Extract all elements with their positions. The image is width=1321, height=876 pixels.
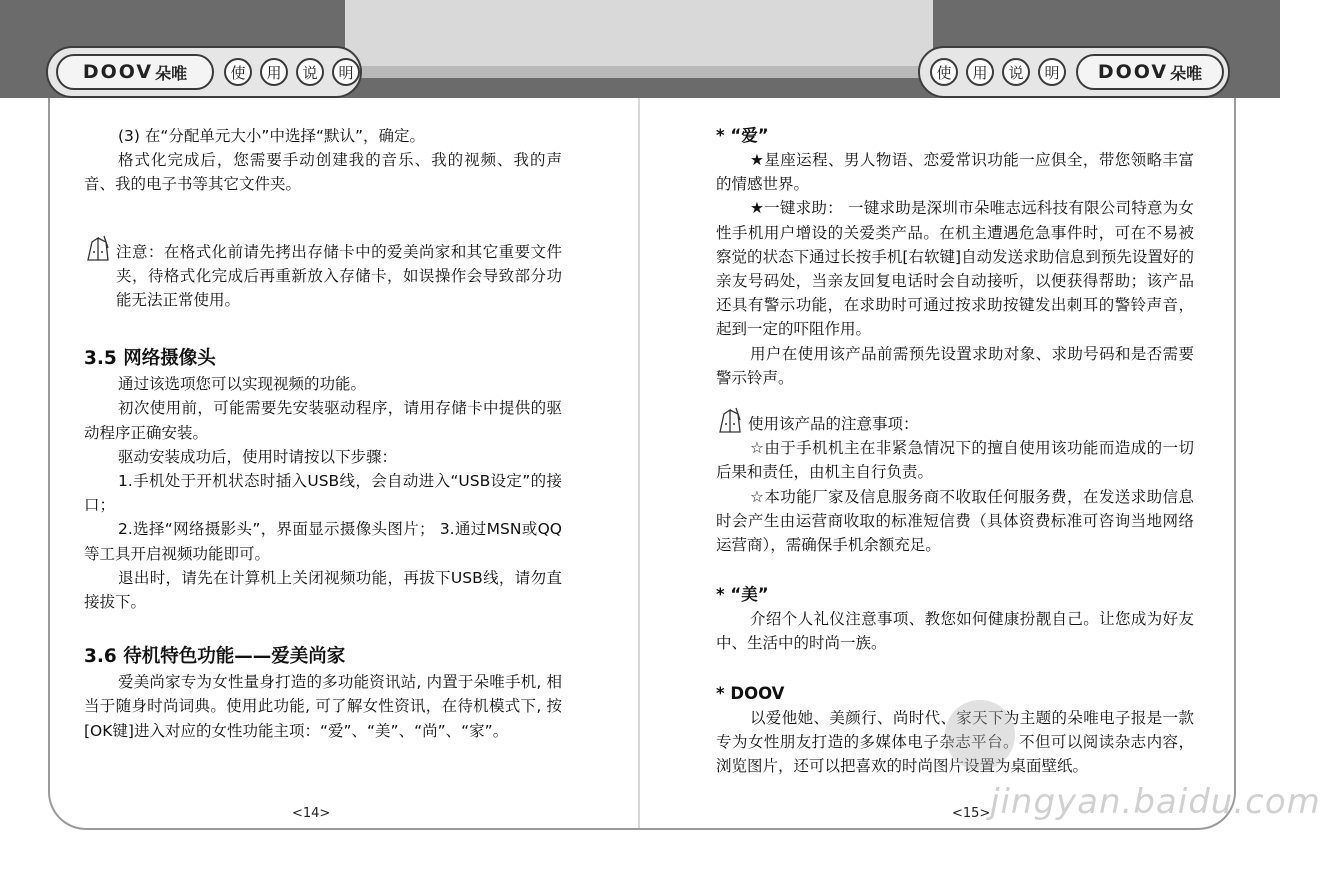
manual-char: 用 bbox=[260, 58, 288, 86]
manual-char: 说 bbox=[296, 58, 324, 86]
header-stripe bbox=[360, 66, 920, 78]
note-title: 使用该产品的注意事项： bbox=[748, 415, 919, 434]
watermark-text: jingyan.baidu.com bbox=[990, 782, 1321, 822]
paragraph: 用户在使用该产品前需预先设置求助对象、求助号码和是否需要警示铃声。 bbox=[716, 344, 1194, 387]
header-light-tab bbox=[345, 0, 933, 66]
header-left bbox=[46, 46, 362, 98]
brand-cn: 朵唯 bbox=[155, 63, 188, 83]
note-block bbox=[84, 240, 562, 313]
section-heading: * DOOV bbox=[716, 683, 785, 703]
paragraph: 驱动安装成功后，使用时请按以下步骤： bbox=[118, 447, 398, 466]
right-column bbox=[716, 124, 1194, 778]
header-right bbox=[918, 46, 1230, 98]
paragraph: 格式化完成后，您需要手动创建我的音乐、我的视频、我的声音、我的电子书等其它文件夹。 bbox=[84, 151, 562, 194]
brand-latin: DOOV bbox=[1097, 61, 1169, 83]
section-heading: * “美” bbox=[716, 585, 769, 605]
paragraph: ★一键求助： 一键求助是深圳市朵唯志远科技有限公司特意为女性手机用户增设的关爱类产品。在机主遭遇危急事件时，可在不易被察觉的状态下通过长按手机[右软键]自动发送求助信息到预先设置好的亲友号码处，当亲友回复电话时会自动接听，以便获得帮助；该产品还具有警示功能，在求助时可通过按求助按键发出刺耳的警铃声音，起到一定的吓阻作用。 bbox=[716, 199, 1194, 339]
section-heading: * “爱” bbox=[716, 126, 769, 145]
manual-char: 明 bbox=[332, 58, 360, 86]
manual-char: 使 bbox=[224, 58, 252, 86]
brand-latin: DOOV bbox=[82, 61, 154, 83]
manual-title bbox=[930, 58, 1066, 86]
paragraph: (3) 在“分配单元大小”中选择“默认”，确定。 bbox=[118, 127, 426, 145]
manual-title bbox=[224, 58, 360, 86]
manual-char: 用 bbox=[966, 58, 994, 86]
page-number-left: <14> bbox=[292, 806, 331, 821]
page-spine bbox=[638, 98, 640, 828]
paragraph: 通过该选项您可以实现视频的功能。 bbox=[118, 375, 367, 394]
page-number-right: <15> bbox=[952, 806, 991, 821]
manual-char: 明 bbox=[1038, 58, 1066, 86]
section-heading: 3.6 待机特色功能——爱美尚家 bbox=[84, 646, 346, 668]
paragraph: 初次使用前，可能需要先安装驱动程序，请用存储卡中提供的驱动程序正确安装。 bbox=[84, 399, 562, 442]
brand-logo bbox=[1076, 54, 1224, 90]
paragraph: 以爱他她、美颜行、尚时代、家天下为主题的朵唯电子报是一款专为女性朋友打造的多媒体电子杂志平台。不但可以阅读杂志内容，浏览图片，还可以把喜欢的时尚图片设置为桌面壁纸。 bbox=[716, 708, 1194, 776]
note-text: 注意：在格式化前请先拷出存储卡中的爱美尚家和其它重要文件夹，待格式化完成后再重新放入存储卡，如误操作会导致部分功能无法正常使用。 bbox=[116, 242, 562, 310]
pencil-note-icon bbox=[716, 406, 746, 436]
manual-char: 说 bbox=[1002, 58, 1030, 86]
paragraph: ★星座运程、男人物语、恋爱常识功能一应俱全，带您领略丰富的情感世界。 bbox=[716, 151, 1194, 194]
paragraph: 介绍个人礼仪注意事项、教您如何健康扮靓自己。让您成为好友中、生活中的时尚一族。 bbox=[716, 610, 1194, 653]
paragraph: 爱美尚家专为女性量身打造的多功能资讯站, 内置于朵唯手机, 相当于随身时尚词典。使用此功能, 可了解女性资讯，在待机模式下, 按[OK键]进入对应的女性功能主项：“爱”、“美”、“尚”、“家”。 bbox=[84, 673, 562, 740]
paragraph: ☆本功能厂家及信息服务商不收取任何服务费，在发送求助信息时会产生由运营商收取的标准短信费（具体资费标准可咨询当地网络运营商），需确保手机余额充足。 bbox=[716, 487, 1194, 555]
pencil-note-icon bbox=[84, 234, 114, 264]
paragraph: 退出时，请先在计算机上关闭视频功能，再拔下USB线，请勿直接拔下。 bbox=[84, 568, 562, 612]
manual-char: 使 bbox=[930, 58, 958, 86]
brand-logo bbox=[56, 54, 214, 90]
watermark-paw-icon bbox=[945, 700, 1015, 770]
paragraph: 2.选择“网络摄影头”，界面显示摄像头图片； 3.通过MSN或QQ等工具开启视频功能即可。 bbox=[84, 520, 562, 563]
paragraph: ☆由于手机机主在非紧急情况下的擅自使用该功能而造成的一切后果和责任，由机主自行负责。 bbox=[716, 439, 1194, 482]
note-block bbox=[716, 412, 1194, 436]
section-heading: 3.5 网络摄像头 bbox=[84, 348, 216, 370]
brand-cn: 朵唯 bbox=[1170, 63, 1203, 83]
paragraph: 1.手机处于开机状态时插入USB线，会自动进入“USB设定”的接口； bbox=[84, 472, 562, 515]
left-column bbox=[84, 124, 562, 743]
